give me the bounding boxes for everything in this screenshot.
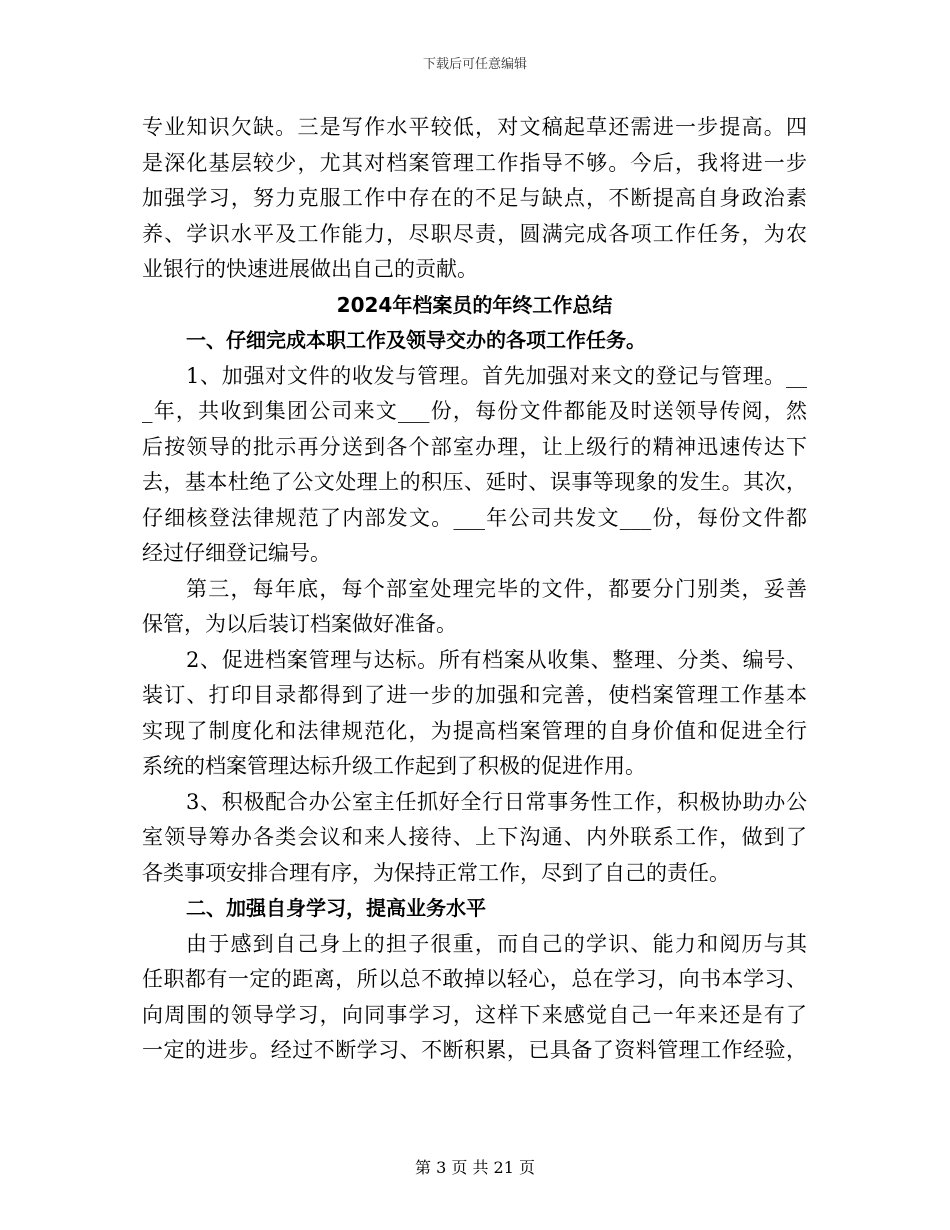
body-text-line: 保管，为以后装订档案做好准备。 — [142, 612, 457, 636]
body-text-line: 后按领导的批示再分送到各个部室办理，让上级行的精神迅速传达下 — [142, 434, 807, 459]
body-text-line: 室领导筹办各类会议和来人接待、上下沟通、内外联系工作，做到了 — [142, 825, 807, 849]
body-text-line: 装订、打印目录都得到了进一步的加强和完善，使档案管理工作基本 — [142, 683, 807, 707]
page-header-note: 下载后可任意编辑 — [422, 57, 527, 72]
body-text-line: 去，基本杜绝了公文处理上的积压、延时、误事等现象的发生。其次， — [142, 470, 807, 494]
body-text-line: 向周围的领导学习，向同事学习，这样下来感觉自己一年来还是有了 — [142, 1002, 807, 1027]
body-text-line: 经过仔细登记编号。 — [142, 541, 331, 565]
body-text-line: 加强学习，努力克服工作中存在的不足与缺点，不断提高自身政治素 — [142, 186, 807, 210]
section-heading: 二、加强自身学习，提高业务水平 — [186, 896, 486, 920]
body-text-line: 任职都有一定的距离，所以总不敢掉以轻心，总在学习，向书本学习、 — [142, 967, 807, 991]
body-text-line: 实现了制度化和法律规范化，为提高档案管理的自身价值和促进全行 — [142, 718, 807, 743]
body-text-line: 专业知识欠缺。三是写作水平较低，对文稿起草还需进一步提高。四 — [142, 115, 807, 139]
body-text-line: 第三，每年底，每个部室处理完毕的文件，都要分门别类，妥善 — [186, 576, 807, 601]
body-text-line: 一定的进步。经过不断学习、不断积累，已具备了资料管理工作经验， — [142, 1038, 807, 1062]
body-text-line: 是深化基层较少，尤其对档案管理工作指导不够。今后，我将进一步 — [142, 150, 807, 175]
document-title: 2024年档案员的年终工作总结 — [336, 292, 613, 317]
body-text-line: 养、学识水平及工作能力，尽职尽责，圆满完成各项工作任务，为农 — [142, 221, 807, 246]
body-text-line: 由于感到自己身上的担子很重，而自己的学识、能力和阅历与其 — [186, 931, 807, 956]
page-number-footer: 第 3 页 共 21 页 — [415, 1158, 535, 1177]
body-text-line: _年，共收到集团公司来文___份，每份文件都能及时送领导传阅，然 — [142, 399, 807, 423]
body-text-line: 3、积极配合办公室主任抓好全行日常事务性工作，积极协助办公 — [186, 789, 807, 814]
body-text-line: 仔细核登法律规范了内部发文。___年公司共发文___份，每份文件都 — [142, 505, 807, 530]
body-text-line: 各类事项安排合理有序，为保持正常工作，尽到了自己的责任。 — [142, 860, 730, 885]
body-text-line: 系统的档案管理达标升级工作起到了积极的促进作用。 — [142, 754, 646, 778]
document-body — [142, 110, 807, 1069]
section-heading: 一、仔细完成本职工作及领导交办的各项工作任务。 — [186, 328, 646, 352]
body-text-line: 2、促进档案管理与达标。所有档案从收集、整理、分类、编号、 — [186, 647, 807, 672]
body-text-line: 1、加强对文件的收发与管理。首先加强对来文的登记与管理。__ — [186, 363, 807, 388]
body-text-line: 业银行的快速进展做出自己的贡献。 — [142, 257, 478, 281]
